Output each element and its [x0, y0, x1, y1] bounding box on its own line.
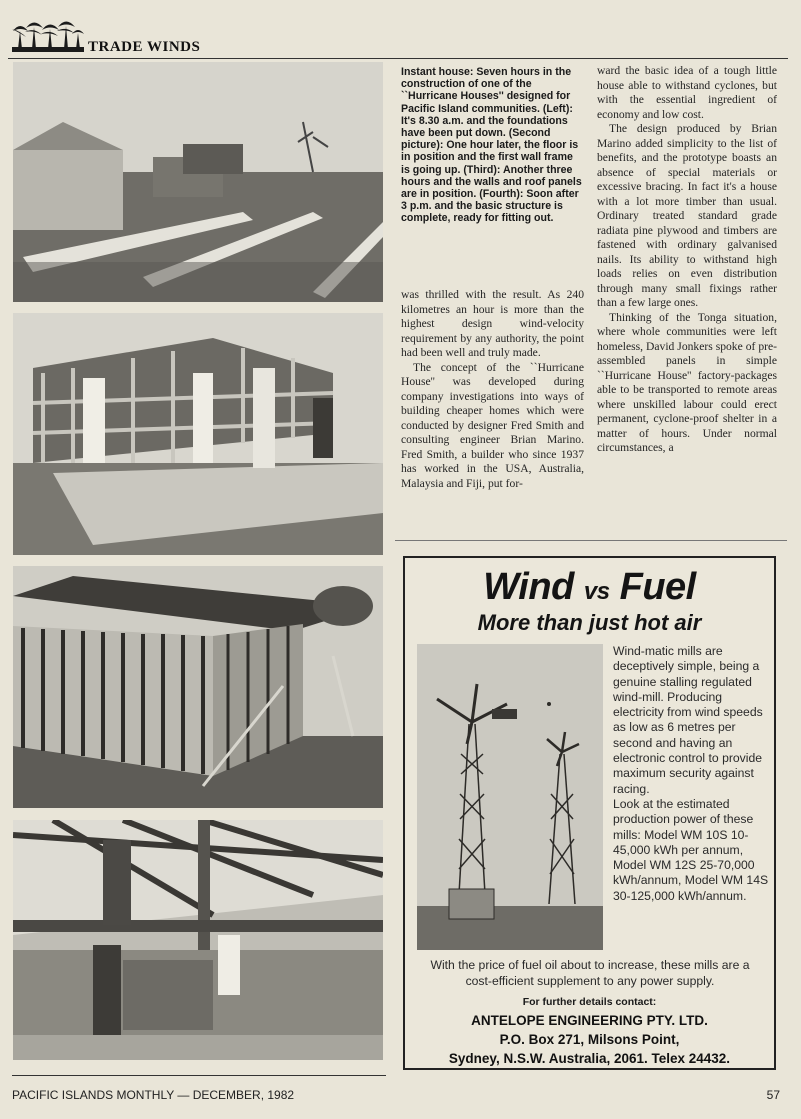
photo-walls-roof — [13, 566, 383, 808]
ad-title-wind: Wind — [483, 566, 574, 608]
photo-foundations — [13, 62, 383, 302]
photo-wall-frame — [13, 313, 383, 555]
article-paragraph: was thrilled with the result. As 240 kilometres an hour is more than the highest design wind-velocity requirement by any authority, the point had been well and truly made. — [401, 288, 584, 359]
ad-body — [613, 644, 771, 904]
ad-title-fuel: Fuel — [619, 566, 696, 608]
article-paragraph: The design produced by Brian Marino added simplicity to the list of benefits, and the prototype boasts an absence of special materials or excessive bracing. In fact it's a house with a lot more timber than usual. Ordinary treated standard grade radiata pine plywood and timbers are fastened with ordinary galvanised nails. Its ability to withstand high loads relies on even distribution through many small fixings rather than a few large ones. — [597, 122, 777, 309]
ad-title — [405, 566, 774, 609]
article-column-1 — [401, 288, 584, 491]
ad-address-line-1: P.O. Box 271, Milsons Point, — [499, 1032, 680, 1047]
ad-body-paragraph: Wind-matic mills are deceptively simple, being a genuine stalling regulated wind-mill. Producing electricity from wind speeds as low as 6 metres per second and having an electronic control to provide maximum security against racing. — [613, 644, 763, 796]
column-divider — [395, 540, 787, 541]
ad-title-vs: vs — [583, 578, 610, 605]
footer-rule — [12, 1075, 386, 1076]
advertisement — [403, 556, 776, 1070]
section-label: TRADE WINDS — [88, 39, 201, 55]
article-paragraph: Thinking of the Tonga situation, where whole communities were left homeless, David Jonkers spoke of pre-assembled panels in simple ``Hurricane House'' factory-packages able to be transported to remote areas where unskilled labour could erect permanent, cyclone-proof shelter in a matter of hours. Under normal circumstances, a — [597, 310, 777, 454]
ad-address-line-2: Sydney, N.S.W. Australia, 2061. Telex 24432. — [448, 1051, 731, 1066]
page-number: 57 — [766, 1088, 780, 1102]
article-paragraph: ward the basic idea of a tough little house able to withstand cyclones, but with the essential ingredient of economy and low cost. — [597, 64, 777, 121]
ad-footer-text: With the price of fuel oil about to increase, these mills are a cost-efficient supplement to any power supply. — [430, 958, 750, 988]
ad-contact-label: For further details contact: — [522, 996, 657, 1008]
photo-caption: Instant house: Seven hours in the construction of one of the ``Hurricane Houses'' designed for Pacific Island communities. (Left): It's 8.30 a.m. and the foundations have been put down. (Second picture): One hour later, the floor is in position and the first wall frame is going up. (Third): Another three hours and the walls and roof panels are in position. (Fourth): Soon after 3 p.m. and the basic structure is complete, ready for fitting out. — [401, 66, 582, 225]
publication-footer: PACIFIC ISLANDS MONTHLY — DECEMBER, 1982 — [12, 1088, 295, 1102]
ad-subtitle: More than just hot air — [477, 610, 702, 635]
article-column-2 — [597, 64, 777, 456]
windmill-photo — [417, 644, 603, 950]
ad-body-paragraph: Look at the estimated production power of these mills: Model WM 10S 10-45,000 kWh per annum, Model WM 12S 25-70,000 kWh/annum, Model WM 14S 30-125,000 kWh/annum. — [613, 796, 769, 903]
page-header — [12, 15, 787, 59]
article-paragraph: The concept of the ``Hurricane House'' was developed during company investigations into ways of building cheaper homes which were conducted by designer Fred Smith and consulting engineer Brian Marino. Fred Smith, a builder who since 1937 has worked in the USA, Australia, Malaysia and Fiji, put for- — [401, 360, 584, 490]
header-rule — [8, 58, 788, 59]
palm-trees-icon — [12, 17, 84, 55]
ad-company-name: ANTELOPE ENGINEERING PTY. LTD. — [471, 1013, 708, 1028]
photo-structure — [13, 820, 383, 1060]
